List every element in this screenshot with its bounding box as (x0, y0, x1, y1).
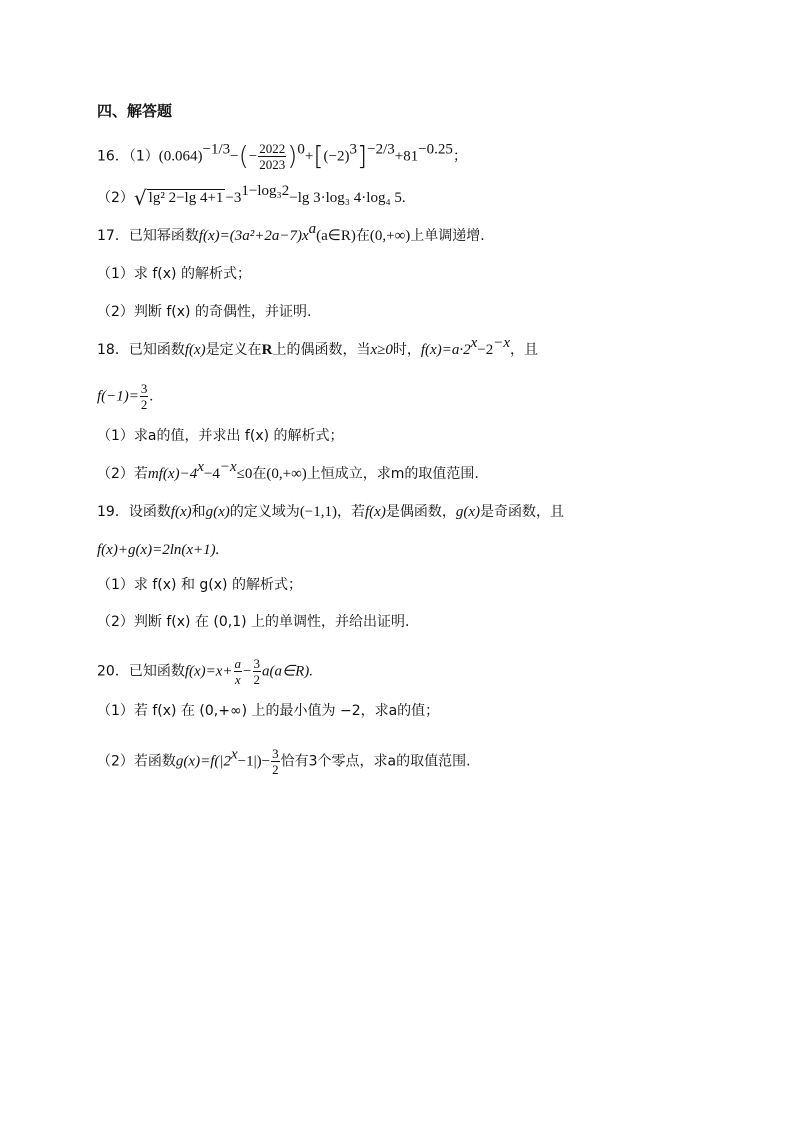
q20-frac2-num: 3 (253, 656, 261, 671)
q16-exp3: 3 (349, 141, 357, 158)
q18-p2-ineq: mf(x)−4 (147, 466, 198, 482)
q17-part1: （1）求 f(x) 的解析式； (97, 266, 251, 282)
q16-exp1: −1/3 (202, 141, 231, 158)
q18-exp1: x (470, 335, 478, 351)
q19-f2: f(x) (365, 504, 386, 520)
q20-p2-a: （2）若函数 (97, 753, 176, 770)
q20-part1: （1）若 f(x) 在 (0,+∞) 上的最小值为 −2，求a的值； (97, 703, 440, 719)
q16-p2-label: （2） (97, 190, 134, 206)
q18-cond-lhs: f(−1)= (97, 388, 139, 405)
q20-fraction1 (234, 656, 243, 687)
q17-interval: (0,+∞) (369, 228, 411, 244)
q17-fx: f(x)=(3a²+2a−7)x (198, 228, 309, 244)
q18-p2-ineq2: −4 (203, 466, 220, 482)
q20-p2-g: g(x)=f(|2 (175, 753, 231, 770)
q18-condition (97, 381, 153, 412)
q20-frac1-den: x (234, 672, 241, 687)
q20-tail: a(a∈R). (262, 663, 313, 680)
q16-fraction (258, 141, 286, 172)
q18-cond-end: . (149, 388, 154, 405)
q20-stem-a: 20．已知函数 (97, 663, 185, 680)
q18-stem (97, 335, 538, 360)
q18-stem-e: ，且 (510, 342, 538, 358)
q18-fx: f(x) (184, 342, 206, 358)
q19-stem (97, 502, 564, 522)
q18-p2-a: （2）若 (97, 466, 148, 482)
q20-p2-fraction (271, 746, 280, 777)
q16-part2 (97, 183, 406, 210)
q18-part1: （1）求a的值，并求出 f(x) 的解析式； (97, 428, 344, 444)
q16-exp-outer: −2/3 (367, 141, 395, 158)
q16-end: ； (452, 148, 467, 165)
q20-p2-b: 恰有3个零点，求a的取值范围. (280, 753, 471, 770)
q20-fraction2 (253, 656, 262, 687)
q16-part1: 16．$(1)(0.064)^{-1/3}-(-$ $\frac{2022}{2023}$ )$^0+[(-2)^3]^{-2/3}+81^{-0.25}$； (97, 141, 467, 172)
q19-g: g(x) (205, 504, 230, 520)
q18-stem-c: 上的偶函数，当 (272, 342, 371, 358)
q16-exp0: 0 (297, 141, 305, 158)
q16-minus3: −3 (225, 190, 242, 206)
q19-part2: （2）判断 f(x) 在 (0,1) 上的单调性，并给出证明. (97, 614, 410, 630)
q18-p2-ineq3: ≤0 (236, 466, 253, 482)
q16-sqrt-content: lg² 2−lg 4+1 (148, 190, 224, 206)
q18-stem-d: 时， (392, 342, 421, 358)
q16-term3: +81 (394, 148, 419, 165)
q18-part2 (97, 459, 479, 484)
q16-exp-log: 1−log₃2 (241, 183, 290, 199)
q19-stem-b: 的定义域为 (229, 504, 300, 520)
q18-cond-den: 2 (140, 397, 148, 412)
q20-p2-num: 3 (272, 746, 279, 761)
q18-p2-exp2: −x (219, 459, 237, 475)
q20-minus: − (243, 663, 252, 680)
q17-cond: (a∈R) (316, 228, 356, 244)
q18-p2-exp1: x (197, 459, 204, 475)
q18-p2-c: 上恒成立，求m的取值范围. (306, 466, 479, 482)
q17-stem-b: 在 (355, 228, 370, 244)
q16-frac-den: 2023 (259, 157, 286, 172)
q17-exp: a (308, 221, 317, 237)
q18-def: f(x)=a·2 (420, 342, 471, 358)
q20-frac2-den: 2 (253, 672, 261, 687)
q16-rest: −lg 3·log₃ 4·log₄ 5. (289, 190, 406, 206)
q19-stem-d: 是偶函数， (385, 504, 456, 520)
q18-cond-num: 3 (140, 381, 148, 396)
q17-stem-c: 上单调递增. (410, 228, 485, 244)
q16-exp025: −0.25 (418, 141, 453, 158)
q17-stem (97, 221, 485, 246)
q18-stem-b: 是定义在 (205, 342, 262, 358)
q16-base1: (0.064) (158, 148, 203, 165)
q20-fx: f(x)=x+ (184, 663, 233, 680)
q19-stem-e: 是奇函数，且 (480, 504, 564, 520)
q18-p2-interval: (0,+∞) (266, 466, 307, 482)
q18-cond: x≥0 (370, 342, 393, 358)
q18-fraction (140, 381, 149, 412)
sqrt-icon: √ (133, 186, 147, 210)
q18-exp2: −x (493, 335, 510, 351)
q17-part2: （2）判断 f(x) 的奇偶性，并证明. (97, 304, 312, 320)
q20-frac1-num: a (234, 656, 242, 671)
q18-R: R (261, 342, 273, 358)
q20-stem (97, 656, 313, 687)
q16-minus: − (230, 148, 239, 165)
q20-p2-den: 2 (272, 762, 279, 777)
q19-domain: (−1,1) (299, 504, 338, 520)
q19-equation: f(x)+g(x)=2ln(x+1). (97, 542, 220, 558)
section-title: 四、解答题 (97, 102, 173, 120)
q18-stem-a: 18．已知函数 (97, 342, 185, 358)
q19-stem-a: 19．设函数 (97, 504, 171, 520)
q20-p2-exp: x (230, 746, 238, 763)
q19-and: 和 (191, 504, 206, 520)
q19-stem-c: ，若 (337, 504, 366, 520)
q20-part2 (97, 746, 471, 777)
q18-def2: −2 (477, 342, 494, 358)
q20-p2-g2: −1|)− (237, 753, 271, 770)
q18-p2-b: 在 (252, 466, 267, 482)
q19-g2: g(x) (455, 504, 480, 520)
q16-plus: + (304, 148, 314, 165)
q16-base2: (−2) (323, 148, 350, 165)
q16-frac-num: 2022 (259, 141, 286, 156)
q16-label: 16．（1） (97, 148, 159, 165)
q19-f: f(x) (170, 504, 192, 520)
q17-stem-a: 17．已知幂函数 (97, 228, 199, 244)
q19-part1: （1）求 f(x) 和 g(x) 的解析式； (97, 577, 302, 593)
